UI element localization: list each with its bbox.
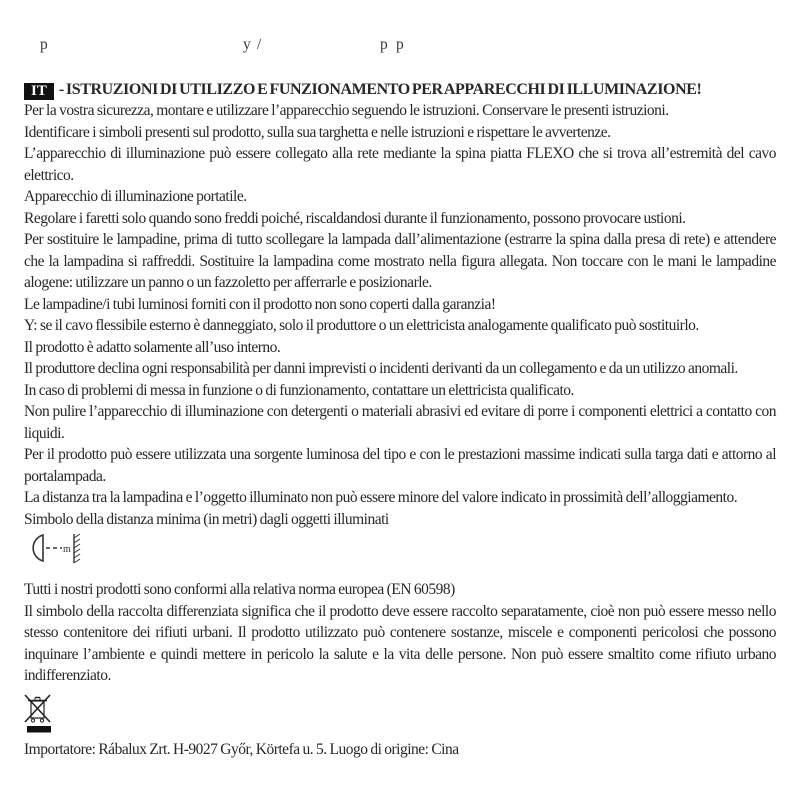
- paragraph: Regolare i faretti solo quando sono freddi poiché, riscaldandosi durante il funzionamento, possono provocare ustioni.: [24, 209, 686, 227]
- weee-symbol-row: [24, 689, 776, 735]
- glyph-fragment: p: [396, 36, 404, 53]
- paragraph: Il prodotto è adatto solamente all’uso interno.: [24, 338, 281, 356]
- paragraph: Per sostituire le lampadine, prima di tutto scollegare la lampada dall’alimentazione (estrarre la spina dalla presa di rete) e attendere che la lampadina si raffreddi. Sostituire la lampadina come mostrato nella figura allegata. Non toccare con le mani le lampadine alogene: utilizzare un panno o un fazzoletto per afferrarle e posizionarle.: [24, 231, 776, 291]
- minimum-distance-icon: [24, 533, 86, 565]
- weee-paragraph: Il simbolo della raccolta differenziata significa che il prodotto deve essere raccolto separatamente, cioè non può essere messo nello stesso contenitore dei rifiuti urbani. Il prodotto utilizzato può contenere sostanze, miscele e componenti pericolosi che possono inquinare l’ambiente e quindi mettere in pericolo la salute e la vita delle persone. Non può essere smaltito come rifiuto urbano indifferenziato.: [24, 602, 776, 684]
- paragraph: L’apparecchio di illuminazione può essere collegato alla rete mediante la spina piatta FLEXO che si trova all’estremità del cavo elettrico.: [24, 145, 776, 184]
- paragraph: La distanza tra la lampadina e l’oggetto illuminato non può essere minore del valore indicato in prossimità dell’alloggiamento.: [24, 489, 738, 506]
- paragraph: Identificare i simboli presenti sul prodotto, sulla sua targhetta e nelle istruzioni e rispettare le avvertenze.: [24, 123, 611, 141]
- weee-crossed-out-bin-icon: [24, 689, 54, 735]
- language-badge: IT: [24, 83, 54, 100]
- blank-spacer: [24, 567, 776, 579]
- cropped-previous-line: [24, 36, 776, 60]
- glyph-fragment: /: [257, 36, 262, 53]
- glyph-fragment: p: [380, 36, 388, 53]
- minimum-distance-symbol-row: [24, 533, 776, 567]
- glyph-fragment: p: [40, 36, 48, 53]
- page-content: [24, 36, 776, 760]
- paragraph: Per il prodotto può essere utilizzata una sorgente luminosa del tipo e con le prestazioni massime indicati sulla targa dati e attorno al portalampada.: [24, 446, 776, 485]
- paragraph: Non pulire l’apparecchio di illuminazione con detergenti o materiali abrasivi ed evitare di porre i componenti elettrici a contatto con liquidi.: [24, 403, 776, 442]
- section-heading: [24, 79, 776, 100]
- paragraph: Le lampadine/i tubi luminosi forniti con il prodotto non sono coperti dalla garanzia!: [24, 295, 496, 313]
- paragraph: Il produttore declina ogni responsabilità per danni imprevisti o incidenti derivanti da un collegamento e da un utilizzo anomali.: [24, 360, 738, 377]
- paragraph: Y: se il cavo flessibile esterno è danneggiato, solo il produttore o un elettricista analogamente qualificato può sostituirlo.: [24, 317, 699, 334]
- compliance-line: Tutti i nostri prodotti sono conformi alla relativa norma europea (EN 60598): [24, 581, 455, 598]
- svg-text:m: m: [63, 544, 71, 555]
- importer-line: Importatore: Rábalux Zrt. H-9027 Győr, Körtefa u. 5. Luogo di origine: Cina: [24, 740, 459, 758]
- paragraph: Simbolo della distanza minima (in metri) dagli oggetti illuminati: [24, 510, 389, 528]
- importer-section: [24, 739, 776, 761]
- paragraph: Apparecchio di illuminazione portatile.: [24, 188, 247, 205]
- paragraph: Per la vostra sicurezza, montare e utilizzare l’apparecchio seguendo le istruzioni. Conservare le presenti istruzioni.: [24, 102, 669, 119]
- glyph-fragment: y: [243, 36, 251, 53]
- paragraph: In caso di problemi di messa in funzione o di funzionamento, contattare un elettricista qualificato.: [24, 381, 574, 399]
- compliance-and-disposal: [24, 579, 776, 687]
- instructions-body: [24, 100, 776, 530]
- heading-title: - ISTRUZIONI DI UTILIZZO E FUNZIONAMENTO PER APPARECCHI DI ILLUMINAZIONE!: [58, 81, 702, 98]
